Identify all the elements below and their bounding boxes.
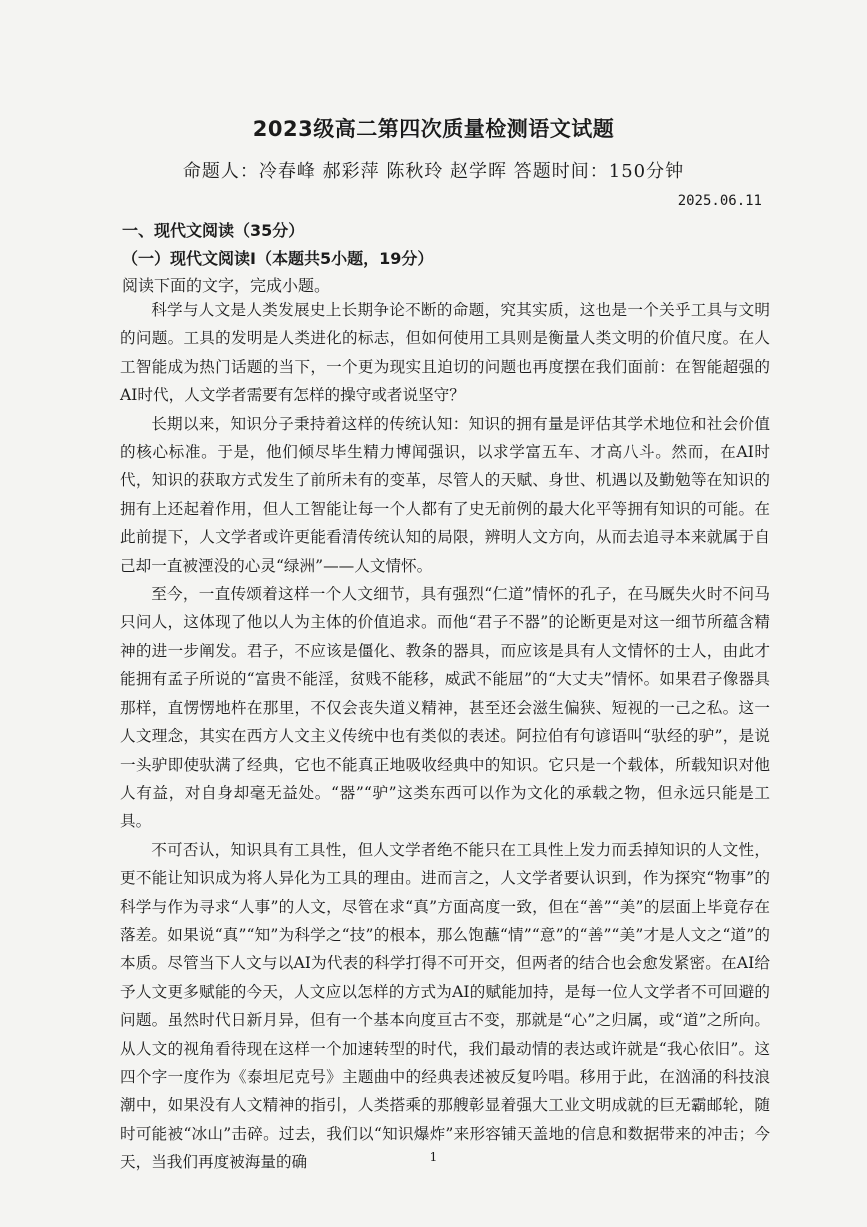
subsection-heading: （一）现代文阅读Ⅰ（本题共5小题，19分） bbox=[122, 249, 434, 268]
page-number: 1 bbox=[429, 1150, 438, 1164]
exam-title: 2023级高二第四次质量检测语文试题 bbox=[252, 117, 615, 141]
exam-date: 2025.06.11 bbox=[677, 193, 762, 209]
paragraph-3: 至今，一直传颂着这样一个人文细节，具有强烈“仁道”情怀的孔子，在马厩失火时不问马只问人，这体现了他以人为主体的价值追求。而他“君子不器”的论断更是对这一细节所蕴含精神的进一步阐发。君子，不应该是僵化、教条的器具，而应该是具有人文情怀的士人，由此才能拥有孟子所说的“富贵不能淫，贫贱不能移，威武不能屈”的“大丈夫”情怀。如果君子像器具那样，直愣愣地杵在那里，不仅会丧失道义精神，甚至还会滋生偏狭、短视的一己之私。这一人文理念，其实在西方人文主义传统中也有类似的表述。阿拉伯有句谚语叫“驮经的驴”，是说一头驴即使驮满了经典，它也不能真正地吸收经典中的知识。它只是一个载体，所载知识对他人有益，对自身却毫无益处。“器”“驴”这类东西可以作为文化的承载之物，但永远只能是工具。 bbox=[120, 585, 770, 831]
paragraph-1: 科学与人文是人类发展史上长期争论不断的命题，究其实质，这也是一个关乎工具与文明的问题。工具的发明是人类进化的标志，但如何使用工具则是衡量人类文明的价值尺度。在人工智能成为热门话题的当下，一个更为现实且迫切的问题也再度摆在我们面前：在智能超强的AI时代，人文学者需要有怎样的操守或者说坚守？ bbox=[120, 301, 770, 405]
author-line: 命题人：冷春峰 郝彩萍 陈秋玲 赵学晖 答题时间：150分钟 bbox=[182, 161, 685, 182]
paragraph-2: 长期以来，知识分子秉持着这样的传统认知：知识的拥有量是评估其学术地位和社会价值的核心标准。于是，他们倾尽毕生精力博闻强识，以求学富五车、才高八斗。然而，在AI时代，知识的获取方式发生了前所未有的变革，尽管人的天赋、身世、机遇以及勤勉等在知识的拥有上还起着作用，但人工智能让每一个人都有了史无前例的最大化平等拥有知识的可能。在此前提下，人文学者或许更能看清传统认知的局限，辨明人文方向，从而去追寻本来就属于自己却一直被湮没的心灵“绿洲”——人文情怀。 bbox=[120, 414, 770, 575]
paragraph-4: 不可否认，知识具有工具性，但人文学者绝不能只在工具性上发力而丢掉知识的人文性，更不能让知识成为将人异化为工具的理由。进而言之，人文学者要认识到，作为探究“物事”的科学与作为寻求“人事”的人文，尽管在求“真”方面高度一致，但在“善”“美”的层面上毕竟存在落差。如果说“真”“知”为科学之“技”的根本，那么饱蘸“情”“意”的“善”“美”才是人文之“道”的本质。尽管当下人文与以AI为代表的科学打得不可开交，但两者的结合也会愈发紧密。在AI给予人文更多赋能的今天，人文应以怎样的方式为AI的赋能加持，是每一位人文学者不可回避的问题。虽然时代日新月异，但有一个基本向度亘古不变，那就是“心”之归属，或“道”之所向。从人文的视角看待现在这样一个加速转型的时代，我们最动情的表达或许就是“我心依旧”。这四个字一度作为《泰坦尼克号》主题曲中的经典表述被反复吟唱。移用于此，在汹涌的科技浪潮中，如果没有人文精神的指引，人类搭乘的那艘彰显着强大工业文明成就的巨无霸邮轮，随时可能被“冰山”击碎。过去，我们以“知识爆炸”来形容铺天盖地的信息和数据带来的冲击；今天，当我们再度被海量的确 bbox=[120, 840, 770, 1172]
section-heading: 一、现代文阅读（35分） bbox=[122, 221, 305, 240]
reading-passage bbox=[120, 296, 770, 1177]
reading-instruction: 阅读下面的文字，完成小题。 bbox=[122, 276, 331, 295]
